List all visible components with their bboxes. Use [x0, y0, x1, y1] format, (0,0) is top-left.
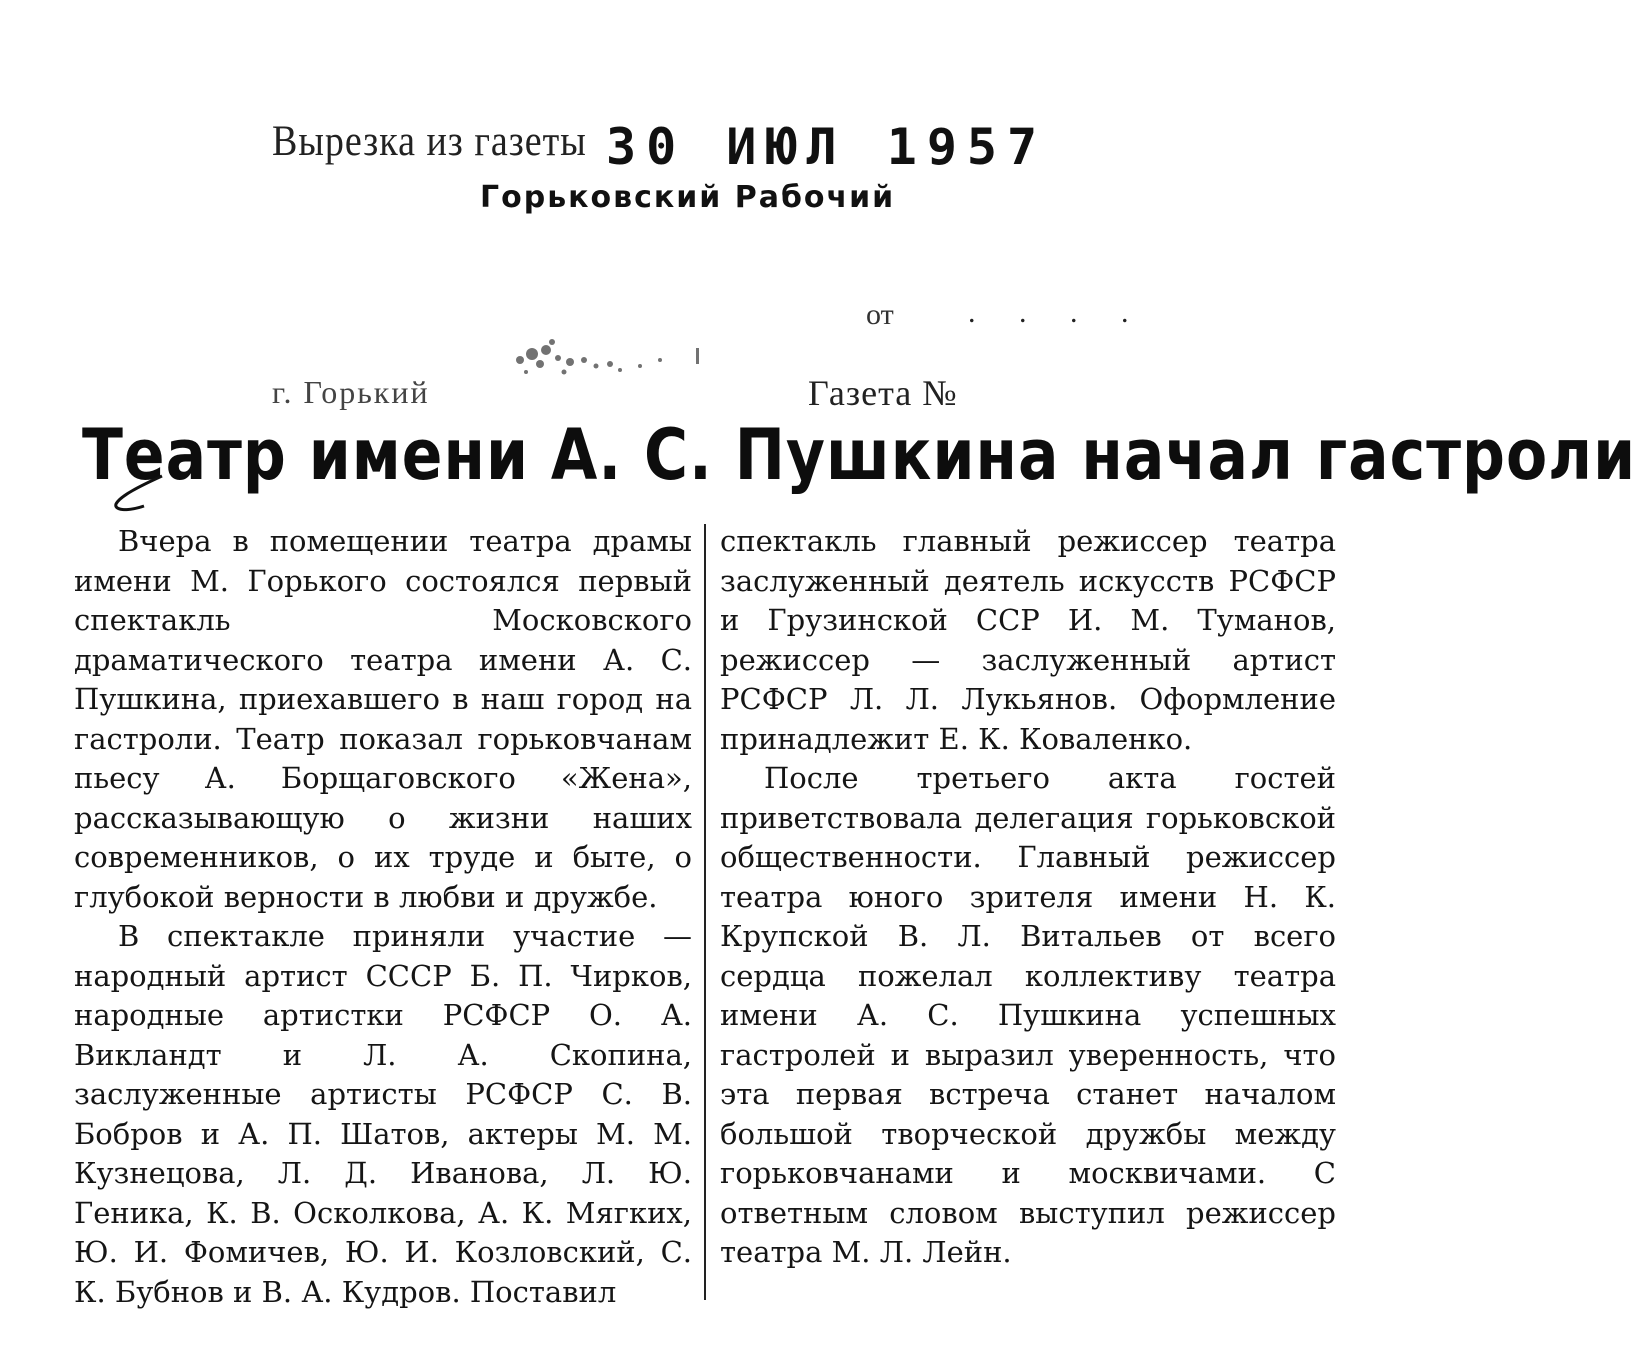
- newspaper-name: Горьковский Рабочий: [480, 180, 896, 215]
- pen-mark-icon: [100, 470, 180, 516]
- paragraph: спектакль главный режиссер театра заслуженный деятель искусств РСФСР и Грузинской ССР И. М. Туманов, режиссер — заслуженный артист РСФСР Л. Л. Лукьянов. Оформление принадлежит Е. К. Коваленко.: [720, 524, 1336, 756]
- column-divider: [704, 524, 706, 1300]
- paragraph: В спектакле приняли участие — народный артист СССР Б. П. Чирков, народные артистки РСФСР О. А. Викландт и Л. А. Скопина, заслуженные артисты РСФСР С. В. Бобров и А. П. Шатов, актеры М. М. Кузнецова, Л. Д. Иванова, Л. Ю. Геника, К. В. Осколкова, А. К. Мягких, Ю. И. Фомичев, Ю. И. Козловский, С. К. Бубнов и В. А. Кудров. Поставил: [74, 919, 692, 1309]
- ink-smudge-icon: [500, 320, 700, 390]
- article-headline: Театр имени А. С. Пушкина начал гастроли: [82, 414, 1636, 497]
- city-label: г. Горький: [272, 374, 430, 410]
- paragraph: После третьего акта гостей приветствовала делегация горьковской общественности. Главный режиссер театра юного зрителя имени Н. К. Крупской В. Л. Витальев от всего сердца пожелал коллективу театра имени А. С. Пушкина успешных гастролей и выразил уверенность, что эта первая встреча станет началом большой творческой дружбы между горьковчанами и москвичами. С ответным словом выступил режиссер театра М. Л. Лейн.: [720, 761, 1336, 1269]
- issue-label: Газета №: [808, 373, 958, 413]
- stamp-date: 30 ИЮЛ 1957: [606, 118, 1048, 176]
- article-column-left: [74, 522, 692, 1312]
- paragraph: Вчера в помещении театра драмы имени М. Горького состоялся первый спектакль Московского драматического театра имени А. С. Пушкина, приехавшего в наш город на гастроли. Театр показал горьковчанам пьесу А. Борщаговского «Жена», рассказывающую о жизни наших современников, о их труде и быте, о глубокой верности в любви и дружбе.: [74, 524, 692, 914]
- article-column-right: [720, 522, 1336, 1273]
- from-dots: . . . .: [968, 296, 1147, 329]
- from-label: от: [866, 298, 894, 331]
- clipping-label: Вырезка из газеты: [272, 117, 587, 166]
